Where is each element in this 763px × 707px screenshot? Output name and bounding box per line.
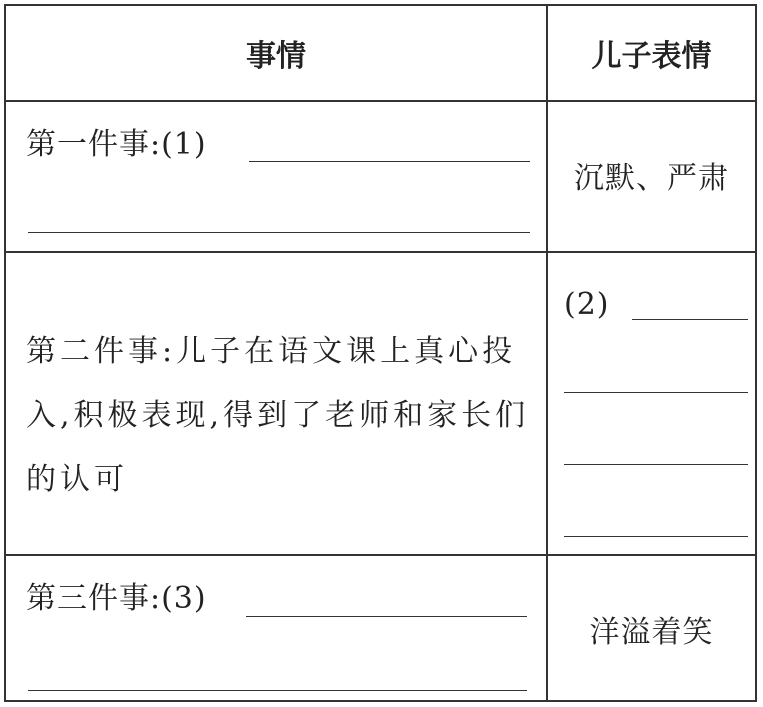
header-event: 事情: [246, 39, 306, 74]
row1-event-label: 第一件事:(1): [26, 127, 207, 162]
row1-answer-blank[interactable]: [249, 161, 530, 162]
column-divider: [546, 6, 548, 700]
row1-expression: 沉默、严肃: [574, 161, 729, 196]
row-divider: [6, 251, 755, 253]
row-divider: [6, 554, 755, 556]
row2-answer-blank[interactable]: [564, 536, 748, 537]
row2-event-text: 第二件事:儿子在语文课上真心投入,积极表现,得到了老师和家长们的认可: [26, 334, 530, 497]
row-divider: [6, 100, 755, 102]
row1-answer-blank[interactable]: [28, 232, 530, 233]
row3-answer-blank[interactable]: [246, 616, 527, 617]
row3-expression: 洋溢着笑: [589, 615, 714, 650]
row2-answer-blank[interactable]: [632, 319, 748, 320]
header-expression: 儿子表情: [591, 39, 712, 74]
row3-event-label: 第三件事:(3): [26, 581, 207, 616]
row2-expression-label: (2): [564, 287, 610, 322]
row2-answer-blank[interactable]: [564, 392, 748, 393]
row2-answer-blank[interactable]: [564, 464, 748, 465]
worksheet-table: [4, 4, 757, 702]
row3-answer-blank[interactable]: [28, 690, 527, 691]
